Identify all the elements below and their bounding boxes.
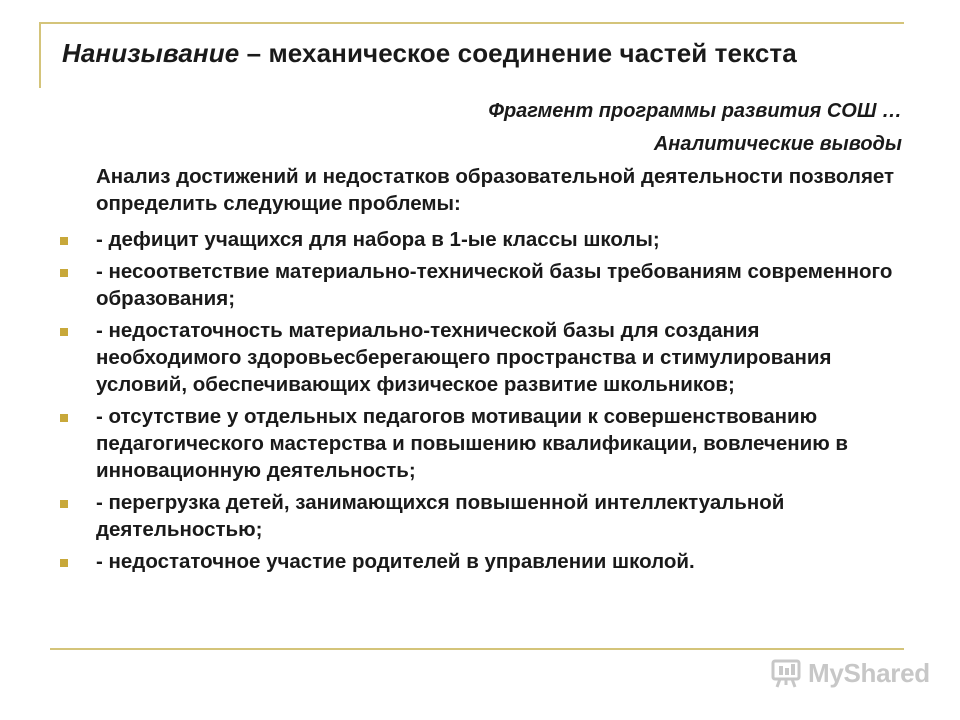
list-item-text: - дефицит учащихся для набора в 1-ые классы школы; xyxy=(96,228,660,251)
left-rule xyxy=(39,22,41,88)
list-item xyxy=(56,403,906,484)
watermark xyxy=(770,655,930,691)
problems-list xyxy=(56,226,906,580)
list-item xyxy=(56,258,906,312)
square-bullet-icon xyxy=(60,414,68,422)
list-item xyxy=(56,226,906,253)
top-rule xyxy=(40,22,904,24)
square-bullet-icon xyxy=(60,328,68,336)
subtitle-fragment: Фрагмент программы развития СОШ … xyxy=(488,100,902,122)
list-item-text: - отсутствие у отдельных педагогов мотивации к совершенствованию педагогического мастерства и повышению квалификации, вовлечению в инновационную деятельность; xyxy=(96,405,849,482)
subtitle-conclusions: Аналитические выводы xyxy=(653,133,902,155)
list-item-text: - недостаточность материально-технической базы для создания необходимого здоровьесберегающего пространства и стимулирования условий, обеспечивающих физическое развитие школьников; xyxy=(96,319,832,396)
list-item xyxy=(56,489,906,543)
slide-title xyxy=(62,38,797,69)
title-rest-part: – механическое соединение частей текста xyxy=(239,38,797,68)
list-item xyxy=(56,317,906,398)
square-bullet-icon xyxy=(60,269,68,277)
square-bullet-icon xyxy=(60,559,68,567)
list-item-text: - несоответствие материально-технической базы требованиям современного образования; xyxy=(96,260,893,310)
list-item-text: - недостаточное участие родителей в управлении школой. xyxy=(96,550,695,573)
bottom-rule xyxy=(50,648,904,650)
watermark-text: MyShared xyxy=(808,657,930,688)
square-bullet-icon xyxy=(60,237,68,245)
mysharedslide-icon xyxy=(770,657,802,689)
list-item-text: - перегрузка детей, занимающихся повышенной интеллектуальной деятельностью; xyxy=(96,491,785,541)
square-bullet-icon xyxy=(60,500,68,508)
intro-paragraph: Анализ достижений и недостатков образовательной деятельности позволяет определить следующие проблемы: xyxy=(96,165,895,215)
title-italic-part: Нанизывание xyxy=(62,38,240,68)
list-item xyxy=(56,548,906,575)
